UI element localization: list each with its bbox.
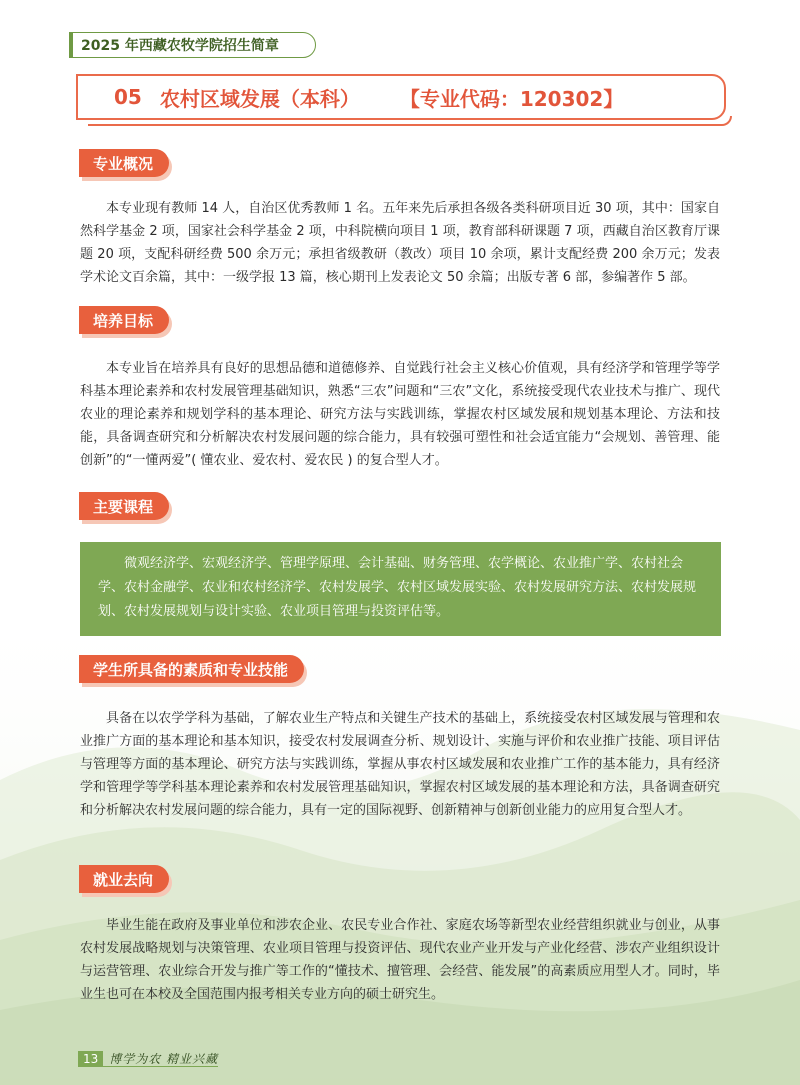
courses-text: 微观经济学、宏观经济学、管理学原理、会计基础、财务管理、农学概论、农业推广学、农村社会学、农村金融学、农业和农村经济学、农村发展学、农村区域发展实验、农村发展研究方法、农村发展规划、农村发展规划与设计实验、农业项目管理与投资评估等。 — [98, 556, 697, 619]
section-heading-skills — [79, 655, 304, 683]
section-heading-overview — [79, 149, 169, 177]
careers-text: 毕业生能在政府及事业单位和涉农企业、农民专业合作社、家庭农场等新型农业经营组织就业与创业，从事农村发展战略规划与决策管理、农业项目管理与投资评估、现代农业产业开发与产业化经营、涉农产业组织设计与运营管理、农业综合开发与推广等工作的“懂技术、擅管理、会经营、能发展”的高素质应用型人才。同时，毕业生也可在本校及全国范围内报考相关专业方向的硕士研究生。 — [80, 918, 720, 1002]
major-code: 【专业代码：120302】 — [399, 86, 624, 111]
page-number: 13 — [78, 1051, 103, 1067]
major-name: 农村区域发展（本科） — [159, 86, 360, 111]
overview-text: 本专业现有教师 14 人，自治区优秀教师 1 名。五年来先后承担各级各类科研项目近 30 项，其中：国家自然科学基金 2 项，国家社会科学基金 2 项，中科院横向项目 1 项，教育部科研课题 7 项，西藏自治区教育厅课题 20 项，支配科研经费 500 余万元；承担省级教研（教改）项目 10 余项，累计支配经费 200 余万元；发表学术论文百余篇，其中：一级学报 13 篇，核心期刊上发表论文 50 余篇；出版专著 6 部，参编著作 5 部。 — [80, 201, 720, 285]
major-number: 05 — [114, 85, 142, 109]
major-title-box — [76, 74, 726, 120]
section-title: 专业概况 — [93, 154, 154, 173]
section-title: 培养目标 — [93, 311, 154, 330]
courses-box — [80, 542, 721, 636]
section-title: 主要课程 — [93, 497, 154, 516]
section-heading-goals — [79, 306, 169, 334]
brochure-header-tab — [72, 32, 316, 58]
footer-divider — [78, 1066, 218, 1067]
section-title: 学生所具备的素质和专业技能 — [93, 660, 289, 679]
section-heading-careers — [79, 865, 169, 893]
goals-text: 本专业旨在培养具有良好的思想品德和道德修养、自觉践行社会主义核心价值观，具有经济学和管理学等学科基本理论素养和农村发展管理基础知识，熟悉“三农”问题和“三农”文化，系统接受现代农业技术与推广、现代农业的理论素养和规划学科的基本理论、研究方法与实践训练，掌握农村区域发展和规划基本理论、方法和技能，具备调查研究和分析解决农村发展问题的综合能力，具有较强可塑性和社会适宜能力“会规划、善管理、能创新”的“一懂两爱”( 懂农业、爱农村、爱农民 ) 的复合型人才。 — [80, 361, 720, 468]
footer-slogan: 博学为农 精业兴藏 — [109, 1052, 219, 1066]
section-title: 就业去向 — [93, 870, 154, 889]
brochure-title: 2025 年西藏农牧学院招生简章 — [81, 38, 279, 54]
section-heading-courses — [79, 492, 169, 520]
page-footer — [78, 1050, 218, 1067]
skills-text: 具备在以农学学科为基础，了解农业生产特点和关键生产技术的基础上，系统接受农村区域发展与管理和农业推广方面的基本理论和基本知识，接受农村发展调查分析、规划设计、实施与评价和农业推广技能、项目评估与管理等方面的基本理论、研究方法与实践训练，掌握从事农村区域发展和农业推广工作的基本能力，具有经济学和管理学等学科基本理论素养和农村发展管理基础知识，掌握农村区域发展的基本理论和方法，具备调查研究和分析解决农村发展问题的综合能力，具有一定的国际视野、创新精神与创新创业能力的应用复合型人才。 — [80, 711, 720, 818]
